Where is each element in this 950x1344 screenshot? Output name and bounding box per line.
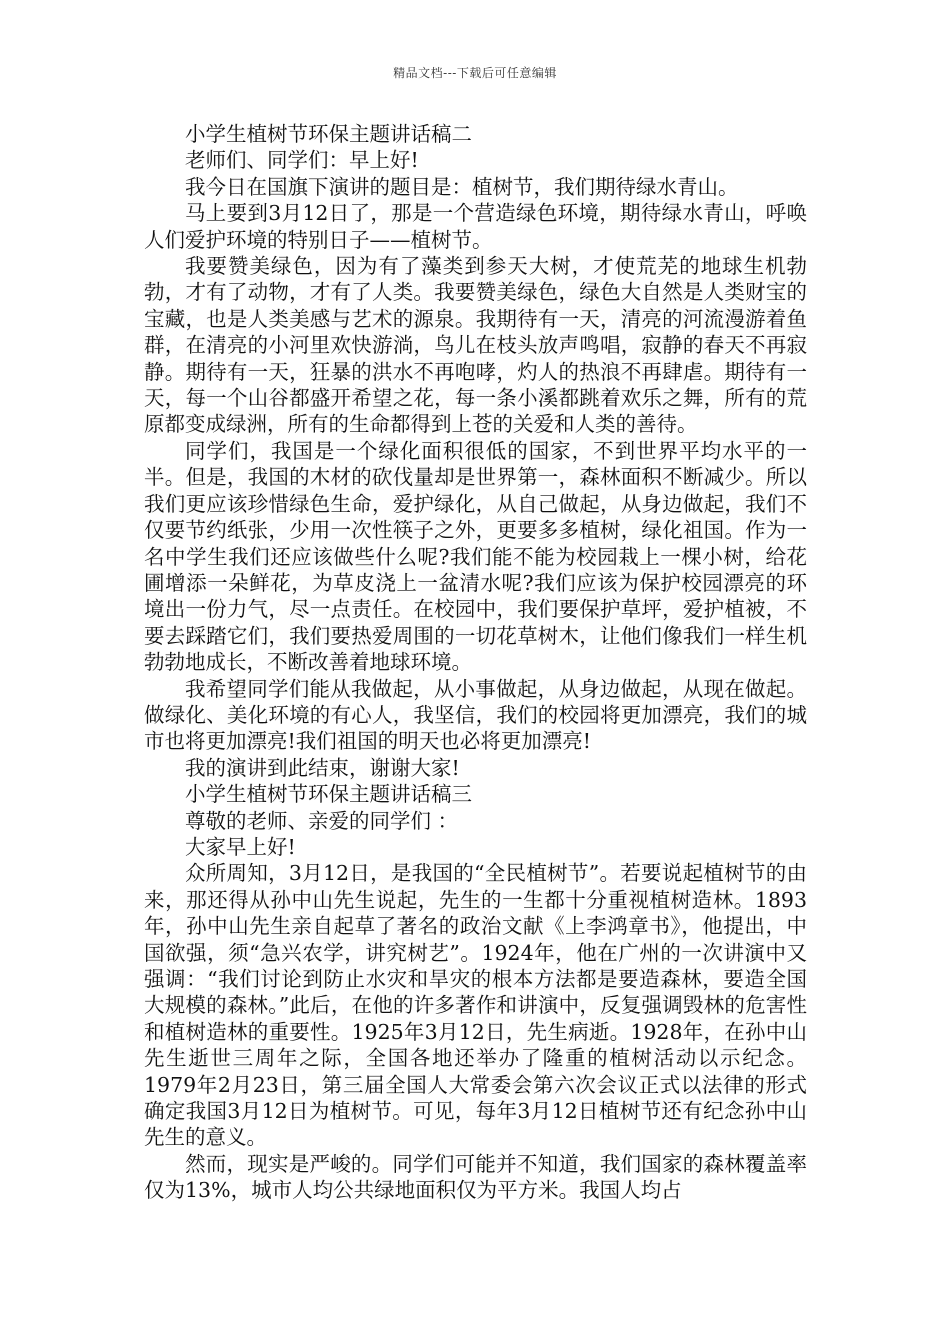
document-body (144, 121, 807, 1204)
paragraph: 马上要到3月12日了，那是一个营造绿色环境，期待绿水青山，呼唤人们爱护环境的特别日子——植树节。 (144, 201, 807, 252)
greeting: 大家早上好! (185, 834, 296, 859)
paragraph: 同学们，我国是一个绿化面积很低的国家，不到世界平均水平的一半。但是，我国的木材的砍伐量却是世界第一，森林面积不断减少。所以我们更应该珍惜绿色生命，爱护绿化，从自己做起，从身边做起，我们不仅要节约纸张，少用一次性筷子之外，更要多多植树，绿化祖国。作为一名中学生我们还应该做些什么呢?我们能不能为校园栽上一棵小树，给花圃增添一朵鲜花，为草皮浇上一盆清水呢?我们应该为保护校园漂亮的环境出一份力气，尽一点责任。在校园中，我们要保护草坪，爱护植被，不要去踩踏它们，我们要热爱周围的一切花草树木，让他们像我们一样生机勃勃地成长，不断改善着地球环境。 (144, 438, 807, 675)
section-title-3: 小学生植树节环保主题讲话稿三 (185, 782, 472, 807)
section-title-2: 小学生植树节环保主题讲话稿二 (185, 122, 472, 146)
paragraph: 我要赞美绿色，因为有了藻类到参天大树，才使荒芜的地球生机勃勃，才有了动物，才有了人类。我要赞美绿色，绿色大自然是人类财宝的宝藏，也是人类美感与艺术的源泉。我期待有一天，清亮的河流漫游着鱼群，在清亮的小河里欢快游淌，鸟儿在枝头放声鸣唱，寂静的春天不再寂静。期待有一天，狂暴的洪水不再咆哮，灼人的热浪不再肆虐。期待有一天，每一个山谷都盛开希望之花，每一条小溪都跳着欢乐之舞，所有的荒原都变成绿洲，所有的生命都得到上苍的关爱和人类的善待。 (144, 254, 807, 437)
paragraph: 我希望同学们能从我做起，从小事做起，从身边做起，从现在做起。做绿化、美化环境的有心人，我坚信，我们的校园将更加漂亮，我们的城市也将更加漂亮!我们祖国的明天也必将更加漂亮! (144, 676, 807, 754)
closing-line: 我的演讲到此结束，谢谢大家! (185, 755, 460, 780)
paragraph: 然而，现实是严峻的。同学们可能并不知道，我们国家的森林覆盖率仅为13%，城市人均公共绿地面积仅为平方米。我国人均占 (144, 1151, 807, 1203)
paragraph: 我今日在国旗下演讲的题目是：植树节，我们期待绿水青山。 (185, 174, 739, 199)
salutation: 尊敬的老师、亲爱的同学们 ： (185, 808, 459, 833)
page-header: 精品文档---下载后可任意编辑 (393, 66, 557, 80)
greeting: 老师们、同学们：早上好! (185, 148, 419, 173)
paragraph: 众所周知，3月12日，是我国的“全民植树节”。若要说起植树节的由来，那还得从孙中山先生说起，先生的一生都十分重视植树造林。1893年，孙中山先生亲自起草了著名的政治文献《上李鸿章书》，他提出，中国欲强，须“急兴农学，讲究树艺”。1924年，他在广州的一次讲演中又强调：“我们讨论到防止水灾和旱灾的根本方法都是要造森林，要造全国大规模的森林。”此后，在他的许多著作和讲演中，反复强调毁林的危害性和植树造林的重要性。1925年3月12日，先生病逝。1928年，在孙中山先生逝世三周年之际，全国各地还举办了隆重的植树活动以示纪念。1979年2月23日，第三届全国人大常委会第六次会议正式以法律的形式确定我国3月12日为植树节。可见，每年3月12日植树节还有纪念孙中山先生的意义。 (144, 861, 807, 1150)
